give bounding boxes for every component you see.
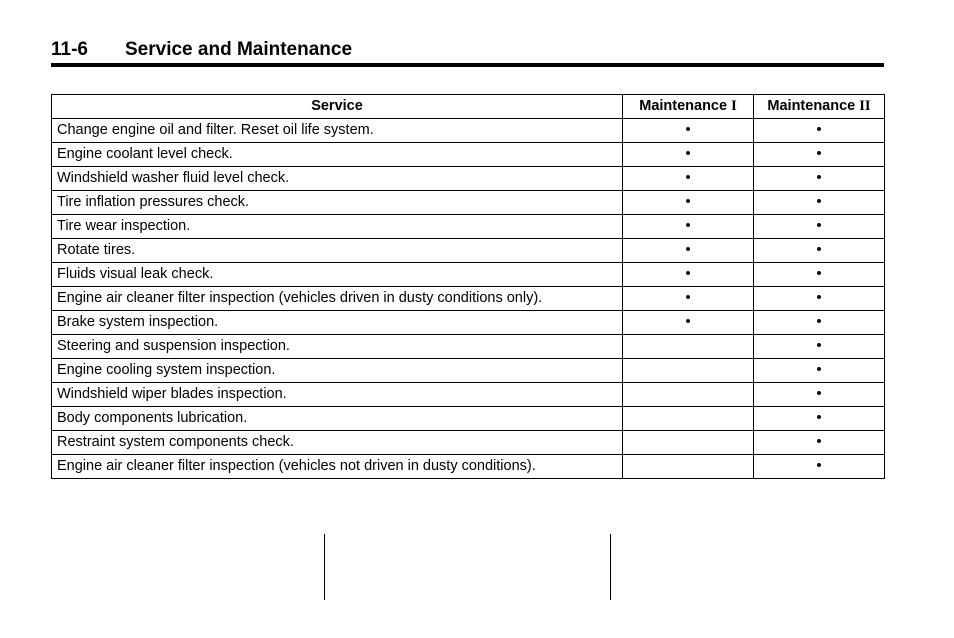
maintenance-1-numeral: I xyxy=(731,98,737,114)
maintenance-1-cell: • xyxy=(623,239,754,263)
maintenance-2-cell: • xyxy=(754,335,885,359)
maintenance-2-numeral: II xyxy=(859,98,871,114)
maintenance-1-cell: • xyxy=(623,263,754,287)
maintenance-1-cell xyxy=(623,407,754,431)
maintenance-2-cell: • xyxy=(754,239,885,263)
column-header-maintenance-1 xyxy=(623,95,754,119)
maintenance-2-cell: • xyxy=(754,455,885,479)
maintenance-2-cell: • xyxy=(754,215,885,239)
column-divider-right xyxy=(610,534,611,600)
maintenance-2-cell: • xyxy=(754,311,885,335)
service-cell: Tire inflation pressures check. xyxy=(52,191,623,215)
table-row xyxy=(52,311,885,335)
maintenance-2-cell: • xyxy=(754,119,885,143)
maintenance-2-cell: • xyxy=(754,191,885,215)
service-cell: Engine coolant level check. xyxy=(52,143,623,167)
maintenance-2-cell: • xyxy=(754,287,885,311)
service-cell: Rotate tires. xyxy=(52,239,623,263)
table-row xyxy=(52,239,885,263)
service-cell: Tire wear inspection. xyxy=(52,215,623,239)
service-cell: Windshield washer fluid level check. xyxy=(52,167,623,191)
maintenance-2-cell: • xyxy=(754,431,885,455)
section-title: Service and Maintenance xyxy=(125,39,353,60)
table-row xyxy=(52,407,885,431)
maintenance-1-cell xyxy=(623,455,754,479)
table-row xyxy=(52,359,885,383)
maintenance-1-cell: • xyxy=(623,311,754,335)
table-row xyxy=(52,383,885,407)
header-rule xyxy=(51,63,884,67)
table-header-row xyxy=(52,95,885,119)
service-cell: Windshield wiper blades inspection. xyxy=(52,383,623,407)
service-cell: Steering and suspension inspection. xyxy=(52,335,623,359)
service-cell: Fluids visual leak check. xyxy=(52,263,623,287)
service-cell: Engine air cleaner filter inspection (vehicles not driven in dusty conditions). xyxy=(52,455,623,479)
table-row xyxy=(52,143,885,167)
maintenance-1-cell xyxy=(623,383,754,407)
maintenance-2-label: Maintenance xyxy=(767,98,856,114)
table-row xyxy=(52,335,885,359)
maintenance-2-cell: • xyxy=(754,167,885,191)
maintenance-schedule-table xyxy=(51,94,885,479)
maintenance-2-cell: • xyxy=(754,383,885,407)
table-row xyxy=(52,119,885,143)
maintenance-1-cell: • xyxy=(623,287,754,311)
column-header-service: Service xyxy=(52,95,623,119)
maintenance-2-cell: • xyxy=(754,359,885,383)
maintenance-2-cell: • xyxy=(754,263,885,287)
maintenance-2-cell: • xyxy=(754,407,885,431)
service-cell: Engine cooling system inspection. xyxy=(52,359,623,383)
column-divider-left xyxy=(324,534,325,600)
service-cell: Engine air cleaner filter inspection (vehicles driven in dusty conditions only). xyxy=(52,287,623,311)
page-header xyxy=(51,38,884,62)
maintenance-1-cell: • xyxy=(623,143,754,167)
table-row xyxy=(52,191,885,215)
table-row xyxy=(52,287,885,311)
maintenance-1-cell: • xyxy=(623,215,754,239)
service-cell: Restraint system components check. xyxy=(52,431,623,455)
table-row xyxy=(52,455,885,479)
maintenance-1-cell: • xyxy=(623,167,754,191)
service-cell: Brake system inspection. xyxy=(52,311,623,335)
maintenance-1-cell xyxy=(623,359,754,383)
table-row xyxy=(52,431,885,455)
table-row xyxy=(52,215,885,239)
service-cell: Body components lubrication. xyxy=(52,407,623,431)
column-header-maintenance-2 xyxy=(754,95,885,119)
maintenance-1-cell xyxy=(623,431,754,455)
table-row xyxy=(52,167,885,191)
maintenance-1-cell: • xyxy=(623,191,754,215)
maintenance-2-cell: • xyxy=(754,143,885,167)
maintenance-1-cell xyxy=(623,335,754,359)
service-cell: Change engine oil and filter. Reset oil life system. xyxy=(52,119,623,143)
table-row xyxy=(52,263,885,287)
maintenance-1-cell: • xyxy=(623,119,754,143)
maintenance-1-label: Maintenance xyxy=(639,98,728,114)
page-number: 11-6 xyxy=(51,39,88,60)
